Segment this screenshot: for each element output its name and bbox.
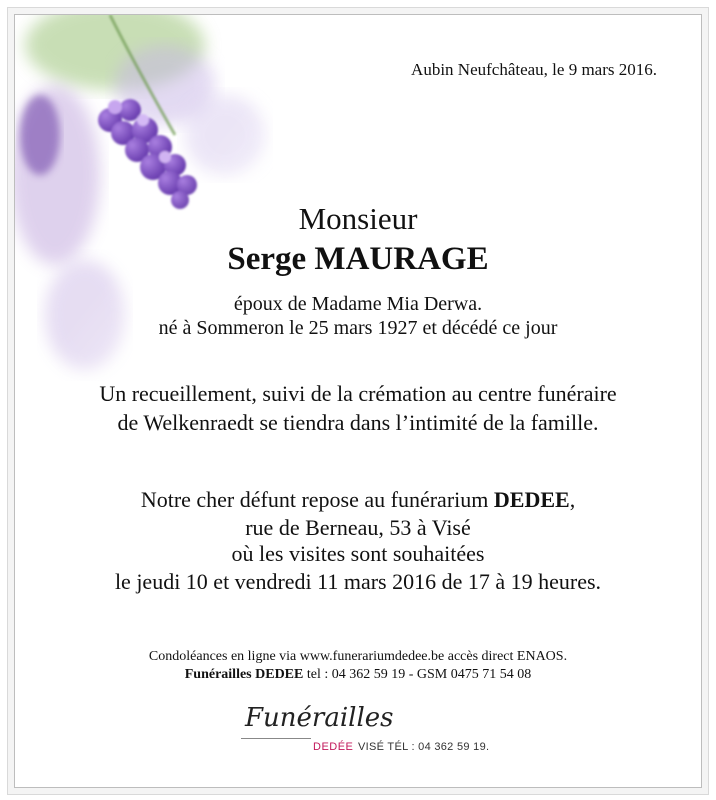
condolences-line: Condoléances en ligne via www.funerariumdedee.be accès direct ENAOS. <box>148 649 568 664</box>
company-phones: tel : 04 362 59 19 - GSM 0475 71 54 08 <box>303 667 532 682</box>
salutation: Monsieur <box>298 201 418 236</box>
logo-script-text: Funérailles <box>245 703 394 733</box>
visitation-prefix: Notre cher défunt repose au funérarium <box>140 487 494 512</box>
logo-underline <box>241 738 311 739</box>
date-line: Aubin Neufchâteau, le 9 mars 2016. <box>411 60 657 79</box>
logo-brand: DEDÉE <box>313 741 354 753</box>
visitation-line-4: le jeudi 10 et vendredi 11 mars 2016 de 17 à 19 heures. <box>114 569 602 594</box>
birth-line: né à Sommeron le 25 mars 1927 et décédé ce jour <box>158 317 558 339</box>
notice-frame <box>14 14 702 788</box>
visitation-suffix: , <box>569 487 576 512</box>
ceremony-line-2: de Welkenraedt se tiendra dans l’intimité de la famille. <box>117 410 599 435</box>
spouse-line: époux de Madame Mia Derwa. <box>233 293 483 315</box>
logo-tail: VISÉ TÉL : 04 362 59 19. <box>358 741 490 753</box>
visitation-line-2: rue de Berneau, 53 à Visé <box>245 515 471 540</box>
ceremony-line-1: Un recueillement, suivi de la crémation au centre funéraire <box>99 381 617 406</box>
company-name: Funérailles DEDEE <box>184 667 304 682</box>
funeral-home-name: DEDEE <box>493 487 570 512</box>
deceased-name: Serge MAURAGE <box>227 241 489 277</box>
company-contact-line <box>15 667 701 683</box>
visitation-line-3: où les visites sont souhaitées <box>231 541 485 566</box>
visitation-line-1 <box>15 487 701 513</box>
